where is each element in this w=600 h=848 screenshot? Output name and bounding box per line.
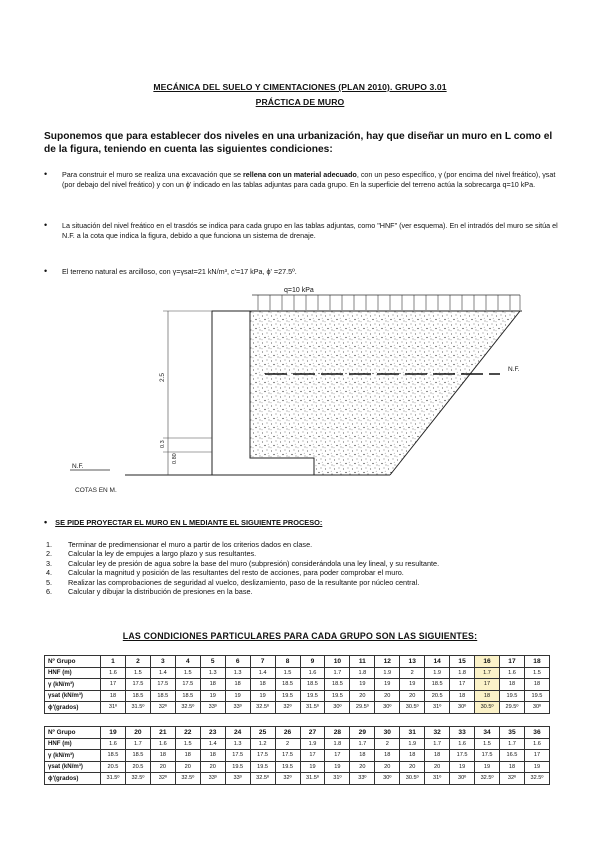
table-cell: 29.5º bbox=[350, 702, 375, 714]
table-cell: 19.5 bbox=[225, 761, 250, 773]
procedure-step: 6. Calcular y dibujar la distribución de presiones en la base. bbox=[46, 587, 253, 597]
table-cell: 18 bbox=[200, 679, 225, 691]
table-cell: 20 bbox=[150, 761, 175, 773]
table-row-hnf bbox=[45, 667, 550, 679]
table-cell: 17 bbox=[475, 679, 500, 691]
table-cell: 32º bbox=[275, 702, 300, 714]
cotas-label: COTAS EN M. bbox=[75, 487, 117, 494]
table-cell: 17.5 bbox=[175, 679, 200, 691]
table-row-gamma-sat bbox=[45, 690, 550, 702]
table-cell: 18 bbox=[450, 690, 475, 702]
table-cell: 23 bbox=[200, 727, 225, 739]
table-cell: 17 bbox=[300, 750, 325, 762]
table-cell: 18.5 bbox=[275, 679, 300, 691]
table-row-phi bbox=[45, 702, 550, 714]
table-cell: 20.5 bbox=[425, 690, 450, 702]
table-cell: 31.5º bbox=[125, 702, 150, 714]
table-cell: 20 bbox=[375, 761, 400, 773]
table-cell: 17 bbox=[325, 750, 350, 762]
table-cell: 1.5 bbox=[175, 667, 200, 679]
conditions-table-groups-1-18 bbox=[44, 655, 550, 714]
procedure-steps bbox=[44, 540, 574, 596]
table-cell: 33º bbox=[200, 702, 225, 714]
table-cell: 20 bbox=[400, 690, 425, 702]
table-cell: 32.5º bbox=[175, 773, 200, 785]
table-body bbox=[45, 656, 550, 714]
table-cell: 1.4 bbox=[200, 738, 225, 750]
table-cell: 19 bbox=[450, 761, 475, 773]
table-cell: 25 bbox=[250, 727, 275, 739]
table-cell: 1.4 bbox=[150, 667, 175, 679]
table-cell: 17.5 bbox=[225, 750, 250, 762]
table-cell: 33º bbox=[350, 773, 375, 785]
table-cell: 17.5 bbox=[275, 750, 300, 762]
table-cell: 18 bbox=[350, 750, 375, 762]
table-cell: 32º bbox=[150, 702, 175, 714]
table-cell: 19 bbox=[475, 761, 500, 773]
table-cell: 34 bbox=[475, 727, 500, 739]
table-cell: 30º bbox=[524, 702, 549, 714]
table-cell: 19 bbox=[225, 690, 250, 702]
conditions-table-groups-19-36 bbox=[44, 726, 550, 785]
procedure-step: 5. Realizar las comprobaciones de seguridad al vuelco, deslizamiento, paso de la resultante por núcleo central. bbox=[46, 577, 420, 587]
table-cell: 1.4 bbox=[250, 667, 275, 679]
surcharge-arrows bbox=[258, 295, 520, 310]
table-cell: 1.8 bbox=[450, 667, 475, 679]
table-cell: 31 bbox=[400, 727, 425, 739]
water-table-back-label: N.F. bbox=[508, 366, 520, 373]
table-cell: 19 bbox=[325, 761, 350, 773]
table-cell: 1.8 bbox=[350, 667, 375, 679]
table-cell: 20 bbox=[125, 727, 150, 739]
table-cell: 1.6 bbox=[101, 738, 126, 750]
table-cell: 30.5º bbox=[400, 773, 425, 785]
table-cell: 18 bbox=[475, 690, 500, 702]
table-cell: 12 bbox=[375, 656, 400, 668]
table-cell: 18 bbox=[524, 656, 549, 668]
table-cell: 20 bbox=[425, 761, 450, 773]
table-cell: 1.7 bbox=[125, 738, 150, 750]
table-cell: 13 bbox=[400, 656, 425, 668]
table-cell: 2 bbox=[125, 656, 150, 668]
table-cell: 29.5º bbox=[500, 702, 525, 714]
table-cell: 20 bbox=[350, 690, 375, 702]
table-cell: 20 bbox=[200, 761, 225, 773]
table-cell: 18 bbox=[500, 679, 525, 691]
table-cell: 32.5º bbox=[475, 773, 500, 785]
table-cell: 18 bbox=[500, 761, 525, 773]
table-cell: 19.5 bbox=[250, 761, 275, 773]
table-cell: 18 bbox=[175, 750, 200, 762]
table-cell: 1.8 bbox=[325, 738, 350, 750]
table-cell: 30º bbox=[375, 773, 400, 785]
table-cell: 19 bbox=[250, 690, 275, 702]
table-cell: 7 bbox=[250, 656, 275, 668]
condition-bullet-water-table: • La situación del nivel freático en el trasdós se indica para cada grupo en las tablas adjuntas, como "HNF" (ver esquema). En el intradós del muro se sitúa el N.F. a la cota que indica la figura, debido a que funciona un sistema de drenaje. bbox=[44, 220, 558, 240]
table-cell: 32.5º bbox=[250, 702, 275, 714]
table-cell: 26 bbox=[275, 727, 300, 739]
bullet-dot: • bbox=[44, 517, 48, 527]
procedure-step: 4. Calcular la magnitud y posición de las resultantes del resto de acciones, para poder comprobar el muro. bbox=[46, 568, 404, 578]
table-cell: 17.5 bbox=[450, 750, 475, 762]
table-cell: 19 bbox=[375, 679, 400, 691]
table-cell: 18 bbox=[524, 679, 549, 691]
wall-figure bbox=[0, 278, 600, 500]
table-cell: 18 bbox=[101, 690, 126, 702]
table-cell: 18.5 bbox=[425, 679, 450, 691]
condition-bullet-fill: • Para construir el muro se realiza una excavación que se rellena con un material adecuado, con un peso específico, γ (por encima del nivel freático), γsat (por debajo del nivel freático) y con un ϕ' indicado en las tablas adjuntas para cada grupo. En la superficie del terreno actúa la sobrecarga q=10 kPa. bbox=[44, 169, 556, 189]
table-cell: 18 bbox=[250, 679, 275, 691]
surcharge-label: q=10 kPa bbox=[284, 287, 314, 294]
table-cell: 18 bbox=[200, 750, 225, 762]
table-row-gamma-sat bbox=[45, 761, 550, 773]
table-cell: 1.3 bbox=[225, 667, 250, 679]
table-cell: 19.5 bbox=[300, 690, 325, 702]
table-cell: 32º bbox=[275, 773, 300, 785]
table-cell: 36 bbox=[524, 727, 549, 739]
row-label: ϕ'(grados) bbox=[45, 702, 101, 714]
row-label: Nº Grupo bbox=[45, 727, 101, 739]
table-cell: 1.7 bbox=[350, 738, 375, 750]
table-cell: 31.5º bbox=[101, 773, 126, 785]
table-cell: 14 bbox=[425, 656, 450, 668]
table-cell: 1.9 bbox=[425, 667, 450, 679]
table-cell: 32.5º bbox=[524, 773, 549, 785]
table-cell: 30º bbox=[375, 702, 400, 714]
table-cell: 1.9 bbox=[375, 667, 400, 679]
table-cell: 6 bbox=[225, 656, 250, 668]
table-cell: 27 bbox=[300, 727, 325, 739]
table-cell: 10 bbox=[325, 656, 350, 668]
table-cell: 1.2 bbox=[250, 738, 275, 750]
table-cell: 33º bbox=[225, 773, 250, 785]
table-cell: 3 bbox=[150, 656, 175, 668]
row-label: HNF (m) bbox=[45, 738, 101, 750]
table-cell: 1.7 bbox=[325, 667, 350, 679]
table-cell: 1.6 bbox=[500, 667, 525, 679]
table-cell: 4 bbox=[175, 656, 200, 668]
table-cell: 1.6 bbox=[450, 738, 475, 750]
dimension-small-label-a: 0.3 bbox=[160, 440, 166, 448]
table-cell: 19.5 bbox=[275, 761, 300, 773]
dimension-height-label: 2.5 bbox=[159, 372, 166, 382]
row-label: ϕ'(grados) bbox=[45, 773, 101, 785]
table-cell: 31.5º bbox=[300, 702, 325, 714]
table-cell: 17.5 bbox=[125, 679, 150, 691]
table-cell: 32 bbox=[425, 727, 450, 739]
table-header-row bbox=[45, 727, 550, 739]
table-cell: 30.5º bbox=[475, 702, 500, 714]
table-cell: 20 bbox=[175, 761, 200, 773]
condition-bullet-natural-soil: • El terreno natural es arcilloso, con γ=γsat=21 kN/m³, c'=17 kPa, ϕ' =27.5º. bbox=[44, 266, 297, 276]
table-cell: 32º bbox=[500, 773, 525, 785]
table-cell: 17.5 bbox=[475, 750, 500, 762]
table-cell: 19 bbox=[101, 727, 126, 739]
table-cell: 30 bbox=[375, 727, 400, 739]
table-cell: 33º bbox=[200, 773, 225, 785]
table-row-hnf bbox=[45, 738, 550, 750]
table-cell: 18 bbox=[425, 750, 450, 762]
row-label: HNF (m) bbox=[45, 667, 101, 679]
table-cell: 1.6 bbox=[101, 667, 126, 679]
procedure-step: 1. Terminar de predimensionar el muro a partir de los criterios dados en clase. bbox=[46, 540, 313, 549]
table-cell: 5 bbox=[200, 656, 225, 668]
table-cell: 32º bbox=[150, 773, 175, 785]
table-header-row bbox=[45, 656, 550, 668]
row-label: γsat (kN/m³) bbox=[45, 761, 101, 773]
table-cell: 18.5 bbox=[101, 750, 126, 762]
table-cell: 15 bbox=[450, 656, 475, 668]
table-cell: 29 bbox=[350, 727, 375, 739]
course-title: MECÁNICA DEL SUELO Y CIMENTACIONES (PLAN 2010). GRUPO 3.01 bbox=[153, 82, 447, 92]
table-cell: 1.3 bbox=[200, 667, 225, 679]
table-cell: 19 bbox=[524, 761, 549, 773]
table-cell: 31º bbox=[325, 773, 350, 785]
table-cell: 31.5º bbox=[300, 773, 325, 785]
table-cell: 1.5 bbox=[524, 667, 549, 679]
table-cell: 8 bbox=[275, 656, 300, 668]
row-label: γ (kN/m³) bbox=[45, 679, 101, 691]
table-cell: 17 bbox=[500, 656, 525, 668]
table-cell: 1.3 bbox=[225, 738, 250, 750]
table-cell: 18 bbox=[150, 750, 175, 762]
intro-paragraph: Suponemos que para establecer dos niveles en una urbanización, hay que diseñar un muro en L como el de la figura, teniendo en cuenta las siguientes condiciones: bbox=[44, 131, 553, 155]
procedure-title: • SE PIDE PROYECTAR EL MURO EN L MEDIANTE EL SIGUIENTE PROCESO: bbox=[44, 517, 323, 527]
table-body bbox=[45, 727, 550, 785]
table-cell: 30º bbox=[450, 702, 475, 714]
row-label: γ (kN/m³) bbox=[45, 750, 101, 762]
table-cell: 1.5 bbox=[175, 738, 200, 750]
table-cell: 18 bbox=[225, 679, 250, 691]
table-cell: 1.5 bbox=[275, 667, 300, 679]
table-cell: 18.5 bbox=[125, 690, 150, 702]
table-row-gamma bbox=[45, 750, 550, 762]
procedure-step: 2. Calcular la ley de empujes a largo plazo y sus resultantes. bbox=[46, 549, 257, 559]
table-cell: 33 bbox=[450, 727, 475, 739]
table-cell: 22 bbox=[175, 727, 200, 739]
table-cell: 1.5 bbox=[125, 667, 150, 679]
table-cell: 20 bbox=[350, 761, 375, 773]
table-cell: 33º bbox=[225, 702, 250, 714]
table-cell: 1.5 bbox=[475, 738, 500, 750]
table-cell: 16 bbox=[475, 656, 500, 668]
bullet-dot: • bbox=[44, 169, 48, 179]
table-cell: 1.7 bbox=[425, 738, 450, 750]
table-cell: 1 bbox=[101, 656, 126, 668]
bullet-dot: • bbox=[44, 220, 48, 230]
table-cell: 32.5º bbox=[175, 702, 200, 714]
practice-title: PRÁCTICA DE MURO bbox=[255, 97, 345, 107]
table-cell: 9 bbox=[300, 656, 325, 668]
table-cell: 32.5º bbox=[250, 773, 275, 785]
table-cell: 17 bbox=[450, 679, 475, 691]
table-title: LAS CONDICIONES PARTICULARES PARA CADA GRUPO SON LAS SIGUIENTES: bbox=[122, 631, 478, 641]
table-cell: 2 bbox=[400, 667, 425, 679]
table-cell: 1.9 bbox=[400, 738, 425, 750]
procedure-step: 3. Calcular ley de presión de agua sobre la base del muro (subpresión) considerándola una ley lineal, y su resultante. bbox=[46, 558, 440, 568]
table-cell: 1.6 bbox=[524, 738, 549, 750]
table-cell: 18.5 bbox=[125, 750, 150, 762]
dimension-small-label-b: 0.80 bbox=[172, 453, 178, 464]
table-cell: 19 bbox=[200, 690, 225, 702]
table-cell: 18 bbox=[400, 750, 425, 762]
table-cell: 35 bbox=[500, 727, 525, 739]
table-cell: 1.7 bbox=[500, 738, 525, 750]
table-cell: 2 bbox=[375, 738, 400, 750]
table-cell: 1.9 bbox=[300, 738, 325, 750]
table-cell: 20.5 bbox=[101, 761, 126, 773]
table-cell: 20 bbox=[375, 690, 400, 702]
table-cell: 30.5º bbox=[400, 702, 425, 714]
table-cell: 19.5 bbox=[500, 690, 525, 702]
table-cell: 32.5º bbox=[125, 773, 150, 785]
table-cell: 20.5 bbox=[125, 761, 150, 773]
table-cell: 2 bbox=[275, 738, 300, 750]
table-cell: 18.5 bbox=[300, 679, 325, 691]
table-cell: 19 bbox=[400, 679, 425, 691]
row-label: γsat (kN/m³) bbox=[45, 690, 101, 702]
table-cell: 31º bbox=[425, 773, 450, 785]
table-cell: 31º bbox=[101, 702, 126, 714]
table-cell: 17.5 bbox=[150, 679, 175, 691]
table-row-phi bbox=[45, 773, 550, 785]
bullet-dot: • bbox=[44, 266, 48, 276]
table-cell: 1.6 bbox=[300, 667, 325, 679]
table-row-gamma bbox=[45, 679, 550, 691]
water-table-front-label: N.F. bbox=[72, 463, 84, 470]
table-cell: 21 bbox=[150, 727, 175, 739]
table-cell: 24 bbox=[225, 727, 250, 739]
table-cell: 19.5 bbox=[275, 690, 300, 702]
table-cell: 18.5 bbox=[150, 690, 175, 702]
table-cell: 31º bbox=[425, 702, 450, 714]
table-cell: 18 bbox=[375, 750, 400, 762]
table-cell: 11 bbox=[350, 656, 375, 668]
table-cell: 28 bbox=[325, 727, 350, 739]
table-cell: 19 bbox=[300, 761, 325, 773]
table-cell: 16.5 bbox=[500, 750, 525, 762]
table-cell: 1.6 bbox=[150, 738, 175, 750]
table-cell: 1.7 bbox=[475, 667, 500, 679]
table-cell: 18.5 bbox=[175, 690, 200, 702]
table-cell: 20 bbox=[400, 761, 425, 773]
table-cell: 17 bbox=[524, 750, 549, 762]
table-cell: 19 bbox=[350, 679, 375, 691]
table-cell: 19.5 bbox=[325, 690, 350, 702]
row-label: Nº Grupo bbox=[45, 656, 101, 668]
backfill-region bbox=[250, 311, 520, 475]
table-cell: 18.5 bbox=[325, 679, 350, 691]
table-cell: 19.5 bbox=[524, 690, 549, 702]
table-cell: 17 bbox=[101, 679, 126, 691]
table-cell: 30º bbox=[325, 702, 350, 714]
table-cell: 17.5 bbox=[250, 750, 275, 762]
table-cell: 30º bbox=[450, 773, 475, 785]
